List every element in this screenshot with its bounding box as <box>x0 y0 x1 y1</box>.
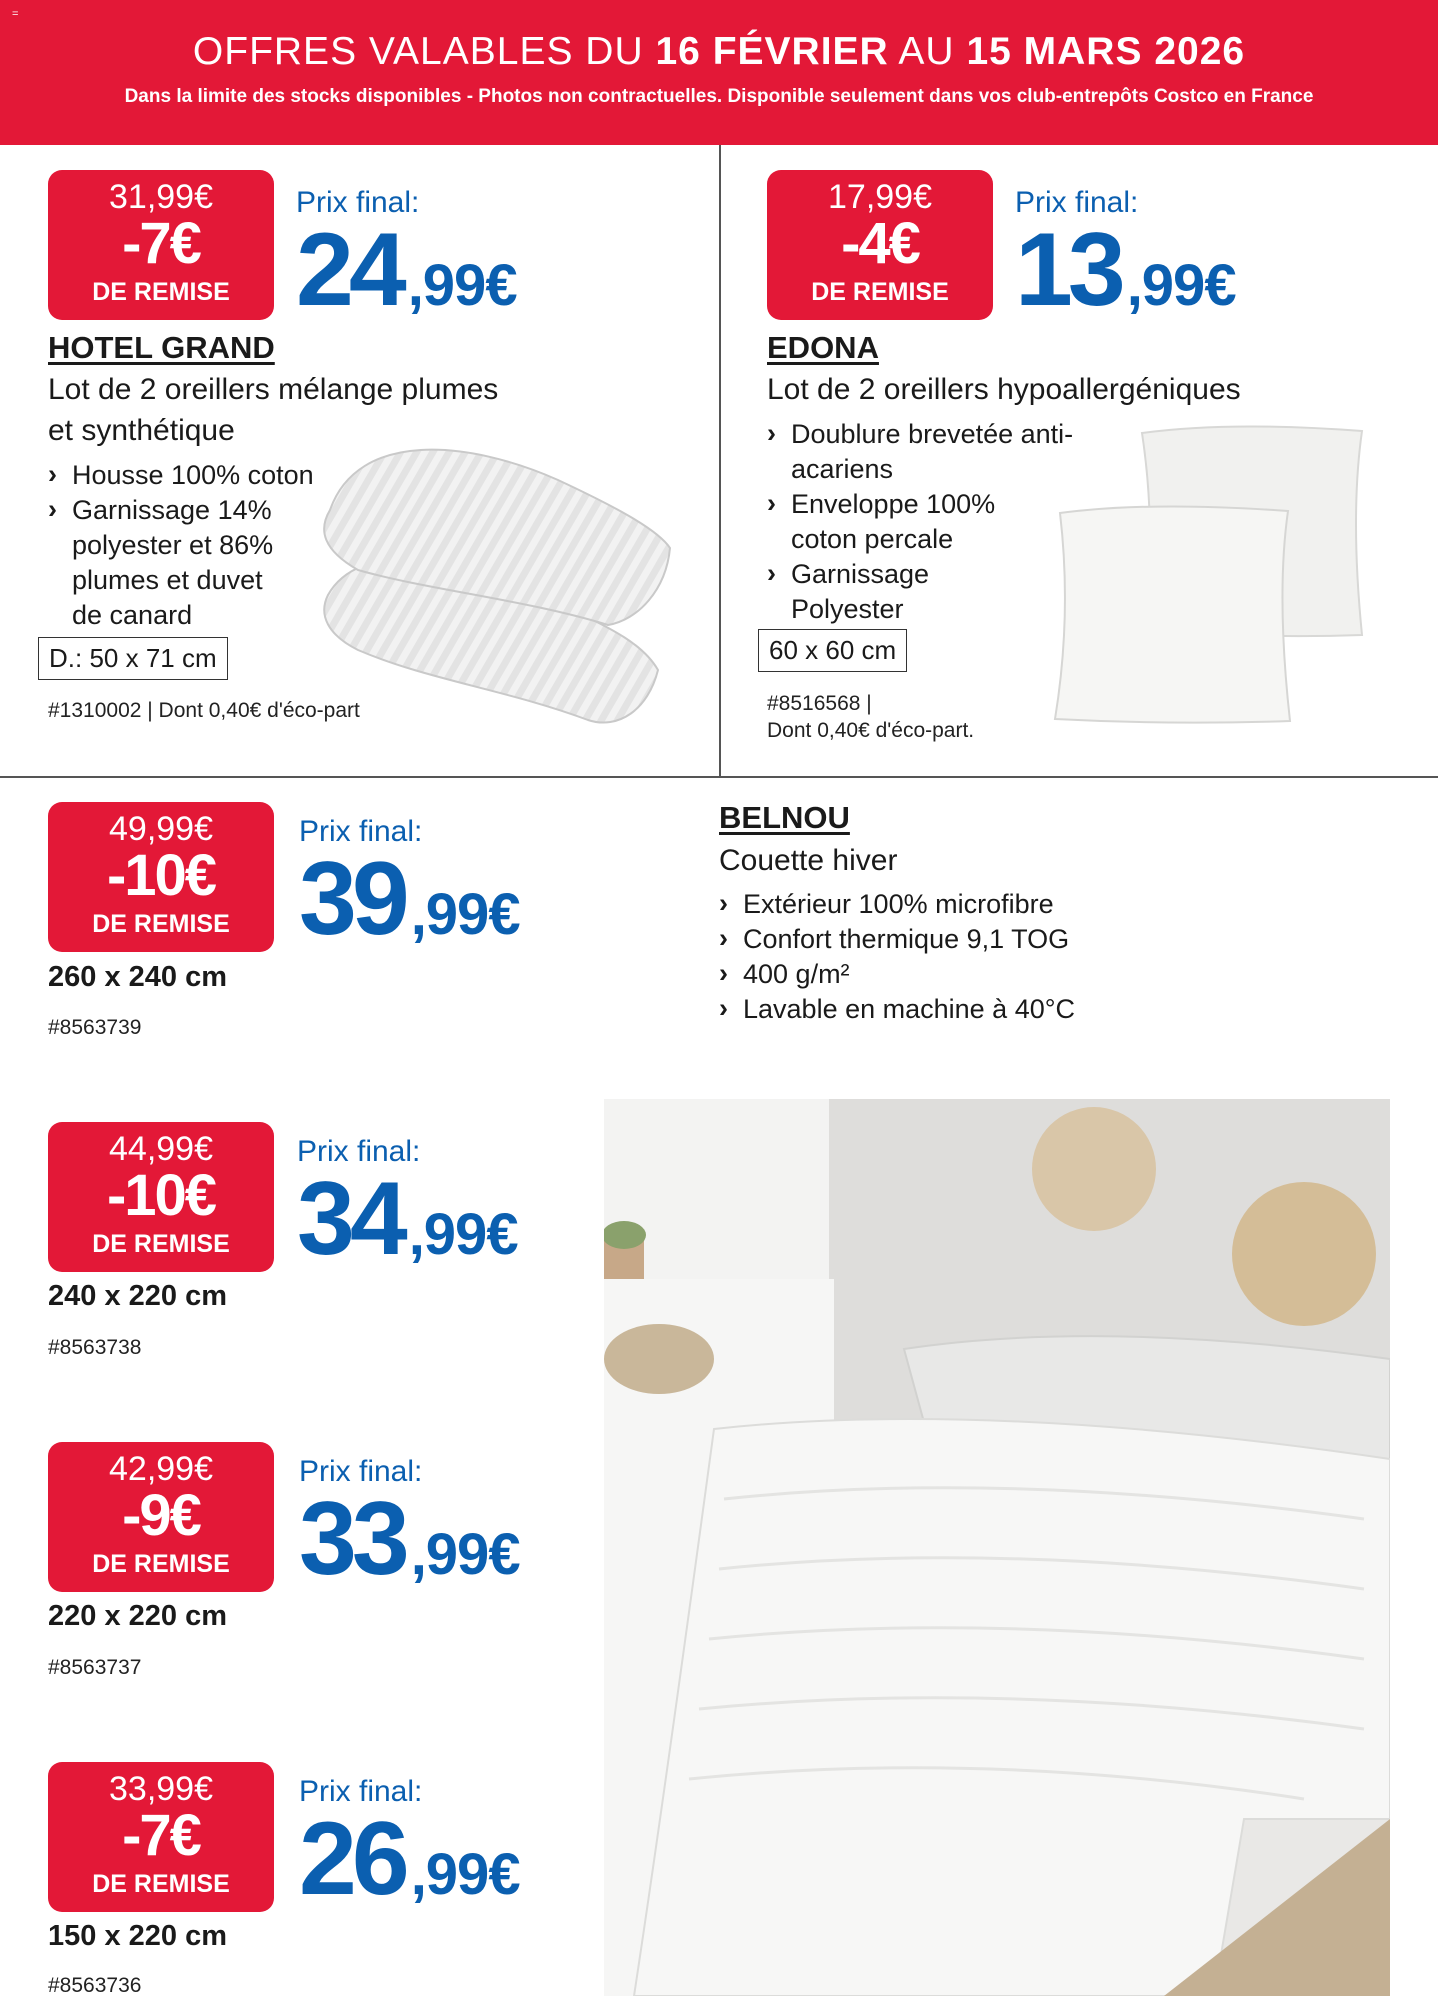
discount-label: DE REMISE <box>92 1230 230 1258</box>
final-price-integer: 39 <box>299 841 405 957</box>
final-price-cents: ,99€ <box>410 1842 520 1907</box>
final-price-integer: 24 <box>296 212 402 328</box>
offer-validity-title <box>0 30 1438 74</box>
final-price-label: Prix final: <box>299 1455 423 1488</box>
final-price-integer: 34 <box>297 1161 403 1277</box>
hotel-grand-final-price <box>296 186 517 328</box>
ref-line-1: #8516568 | <box>767 692 872 715</box>
pillows-striped-image <box>318 420 678 730</box>
final-price-cents: ,99€ <box>410 1522 520 1587</box>
final-price-integer: 13 <box>1015 212 1121 328</box>
discount-amount: -4€ <box>841 211 919 276</box>
final-price-label: Prix final: <box>297 1135 421 1168</box>
final-price-cents: ,99€ <box>408 1202 518 1267</box>
name-line-2: et synthétique <box>48 414 235 447</box>
feature-item: › Extérieur 100% microfibre <box>719 887 1339 922</box>
title-start-date: 16 FÉVRIER <box>655 30 889 73</box>
feature-item: › Confort thermique 9,1 TOG <box>719 922 1339 957</box>
feature-item: › Housse 100% coton <box>48 458 348 493</box>
hotel-grand-discount-badge <box>48 170 274 320</box>
feature-item-continued: plumes et duvet <box>72 565 263 595</box>
old-price: 49,99€ <box>109 810 213 848</box>
discount-label: DE REMISE <box>92 278 230 306</box>
duvet-220-size: 220 x 220 cm <box>48 1600 227 1632</box>
title-mid: AU <box>888 30 967 73</box>
final-price-label: Prix final: <box>1015 186 1139 219</box>
final-price-label: Prix final: <box>299 1775 423 1808</box>
feature-item-continued: de canard <box>72 600 193 630</box>
feature-item-continued: coton percale <box>791 524 954 554</box>
final-price-label: Prix final: <box>296 186 420 219</box>
edona-final-price <box>1015 186 1236 328</box>
final-price-label: Prix final: <box>299 815 423 848</box>
vertical-divider <box>719 145 721 777</box>
belnou-features <box>719 887 1339 1027</box>
feature-item: › Garnissage <box>767 557 1127 592</box>
title-end-date: 15 MARS 2026 <box>966 30 1246 73</box>
old-price: 31,99€ <box>109 178 213 216</box>
discount-label: DE REMISE <box>92 1550 230 1578</box>
discount-amount: -7€ <box>122 211 200 276</box>
duvet-240-reference: #8563738 <box>48 1336 142 1359</box>
offer-banner <box>0 0 1438 145</box>
final-price-cents: ,99€ <box>407 253 517 318</box>
final-price-integer: 33 <box>299 1481 405 1597</box>
feature-item: › Garnissage 14% <box>48 493 348 528</box>
bedroom-duvet-photo <box>604 1099 1390 1996</box>
pillows-square-image <box>1050 425 1380 725</box>
discount-amount: -7€ <box>122 1803 200 1868</box>
name-line-1: Lot de 2 oreillers mélange plumes <box>48 373 499 406</box>
old-price: 44,99€ <box>109 1130 213 1168</box>
belnou-brand: BELNOU <box>719 800 850 835</box>
feature-item-continued: Polyester <box>791 594 904 624</box>
offer-disclaimer: Dans la limite des stocks disponibles - Photos non contractuelles. Disponible seulement dans vos club-entrepôts Costco en France <box>124 86 1314 107</box>
hotel-grand-brand: HOTEL GRAND <box>48 330 275 365</box>
duvet-260-final-price <box>299 815 520 957</box>
feature-item: › Lavable en machine à 40°C <box>719 992 1339 1027</box>
belnou-product-name: Couette hiver <box>719 844 898 877</box>
final-price-cents: ,99€ <box>410 882 520 947</box>
discount-amount: -9€ <box>122 1483 200 1548</box>
feature-item-continued: polyester et 86% <box>72 530 274 560</box>
duvet-150-final-price <box>299 1775 520 1917</box>
duvet-240-discount-badge <box>48 1122 274 1272</box>
duvet-260-reference: #8563739 <box>48 1016 142 1039</box>
feature-item: › Doublure brevetée anti- <box>767 417 1127 452</box>
discount-amount: -10€ <box>106 843 216 908</box>
duvet-240-size: 240 x 220 cm <box>48 1280 227 1312</box>
final-price-cents: ,99€ <box>1126 253 1236 318</box>
hotel-grand-features <box>48 458 348 633</box>
title-prefix: OFFRES VALABLES DU <box>192 30 656 73</box>
edona-product-name: Lot de 2 oreillers hypoallergéniques <box>767 373 1241 406</box>
banner-mark: = <box>12 8 19 20</box>
discount-label: DE REMISE <box>92 1870 230 1898</box>
discount-label: DE REMISE <box>811 278 949 306</box>
horizontal-divider <box>0 776 1438 778</box>
discount-amount: -10€ <box>106 1163 216 1228</box>
edona-dimensions: 60 x 60 cm <box>758 629 907 672</box>
duvet-220-discount-badge <box>48 1442 274 1592</box>
duvet-240-final-price <box>297 1135 518 1277</box>
feature-item: › 400 g/m² <box>719 957 1339 992</box>
duvet-260-discount-badge <box>48 802 274 952</box>
edona-brand: EDONA <box>767 330 879 365</box>
final-price-integer: 26 <box>299 1801 405 1917</box>
discount-label: DE REMISE <box>92 910 230 938</box>
ref-line-2: Dont 0,40€ d'éco-part. <box>767 719 975 742</box>
hotel-grand-reference: #1310002 | Dont 0,40€ d'éco-part <box>48 699 360 722</box>
duvet-220-final-price <box>299 1455 520 1597</box>
feature-item: › Enveloppe 100% <box>767 487 1127 522</box>
duvet-150-reference: #8563736 <box>48 1974 142 1997</box>
duvet-150-discount-badge <box>48 1762 274 1912</box>
duvet-220-reference: #8563737 <box>48 1656 142 1679</box>
duvet-260-size: 260 x 240 cm <box>48 961 227 993</box>
old-price: 42,99€ <box>109 1450 213 1488</box>
hotel-grand-dimensions: D.: 50 x 71 cm <box>38 637 228 680</box>
edona-reference <box>767 690 974 744</box>
feature-item-continued: acariens <box>791 454 894 484</box>
old-price: 33,99€ <box>109 1770 213 1808</box>
bedroom-scene-image <box>604 1099 1390 1996</box>
duvet-150-size: 150 x 220 cm <box>48 1920 227 1952</box>
old-price: 17,99€ <box>828 178 932 216</box>
edona-discount-badge <box>767 170 993 320</box>
